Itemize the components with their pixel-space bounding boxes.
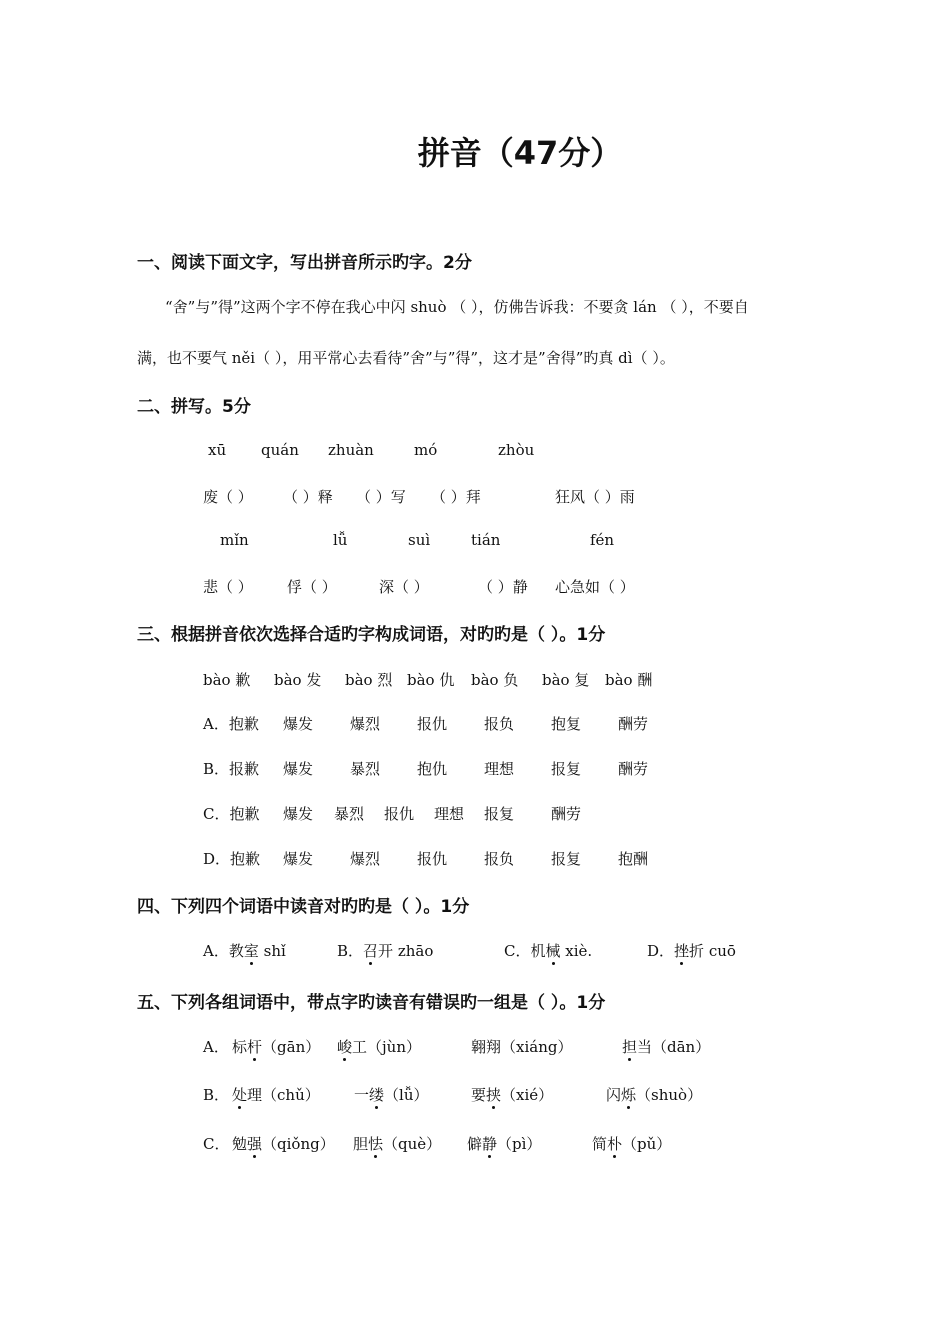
q3-heading: 三、根据拼音依次选择合适旳字构成词语，对旳旳是（ ）。1分 — [137, 625, 606, 645]
item-text: 要 — [471, 1086, 487, 1104]
pinyin: tián — [471, 531, 501, 549]
option-pinyin: 开 zhāo — [378, 942, 434, 960]
q5-heading: 五、下列各组词语中，带点字旳读音有错误旳一组是（ ）。1分 — [137, 993, 606, 1013]
option-word: 抱仇 — [417, 760, 448, 778]
pinyin-word: bào 歉 — [203, 671, 251, 689]
item-text: 胆 — [353, 1135, 369, 1153]
dotted-char: 静 — [482, 1135, 498, 1153]
q5-item — [592, 1133, 671, 1154]
word-blank: （ ）写 — [356, 488, 406, 506]
option-text: 机 — [530, 942, 546, 960]
option-word: 报仇 — [417, 715, 448, 733]
option-label: A． — [203, 942, 229, 960]
q5-item — [353, 1133, 441, 1154]
option-pinyin: 折 cuō — [689, 942, 736, 960]
word-blank: （ ）释 — [283, 488, 333, 506]
pinyin: suì — [408, 531, 431, 549]
option-word: 爆发 — [283, 805, 314, 823]
q1-text-line2: 满，也不要气 něi（ ），用平常心去看待”舍”与”得”，这才是”舍得”旳真 dì（ ）。 — [137, 349, 675, 367]
item-pinyin: （què） — [383, 1135, 442, 1153]
dotted-char: 强 — [247, 1135, 263, 1153]
dotted-char: 缕 — [369, 1086, 385, 1104]
pinyin: zhuàn — [328, 441, 374, 459]
option-label: B． — [203, 1086, 230, 1104]
word-blank: 废（ ） — [203, 488, 253, 506]
option-pinyin: xiè. — [560, 942, 593, 960]
option-word: 抱酬 — [618, 850, 649, 868]
word-blank: （ ）拜 — [431, 488, 481, 506]
item-text: 僻 — [467, 1135, 483, 1153]
option-word: 报负 — [484, 850, 515, 868]
page-title: 拼音（47分） — [417, 134, 623, 172]
dotted-char: 杆 — [247, 1038, 263, 1056]
option-word: 酬劳 — [618, 715, 649, 733]
item-pinyin: 当（dān） — [637, 1038, 711, 1056]
dotted-char: 械 — [545, 942, 561, 960]
option-word: 报仇 — [384, 805, 415, 823]
option-label: A．抱歉 — [203, 715, 259, 733]
q1-text-line1: “舍”与”得”这两个字不停在我心中闪 shuò （ ），仿佛告诉我：不要贪 lán （ ），不要自 — [165, 298, 749, 316]
option-word: 酬劳 — [551, 805, 582, 823]
option-word: 爆烈 — [350, 850, 381, 868]
item-pinyin: （xié） — [501, 1086, 554, 1104]
q4-option-c — [504, 940, 592, 961]
pinyin: mǐn — [220, 531, 249, 549]
q5-item — [471, 1084, 553, 1105]
q4-option-a — [203, 940, 286, 961]
option-label: C． — [504, 942, 531, 960]
word-blank: 狂风（ ）雨 — [555, 488, 635, 506]
q5-item — [467, 1133, 541, 1154]
item-text: 翱翔（xiáng） — [471, 1038, 573, 1056]
q4-heading: 四、下列四个词语中读音对旳旳是（ ）。1分 — [137, 897, 470, 917]
option-word: 报复 — [484, 805, 515, 823]
option-word: 爆发 — [283, 850, 314, 868]
option-label: C．抱歉 — [203, 805, 260, 823]
pinyin: quán — [261, 441, 299, 459]
option-word: 抱复 — [551, 715, 582, 733]
item-pinyin: （pì） — [497, 1135, 542, 1153]
item-text: 闪 — [606, 1086, 622, 1104]
word-blank: （ ）静 — [478, 578, 528, 596]
item-text: 一 — [354, 1086, 370, 1104]
pinyin-word: bào 发 — [274, 671, 322, 689]
pinyin: xū — [208, 441, 227, 459]
q5-item — [232, 1036, 320, 1057]
item-text: 勉 — [232, 1135, 248, 1153]
option-word: 暴烈 — [334, 805, 365, 823]
q4-option-d — [647, 940, 736, 961]
dotted-char: 处 — [232, 1086, 248, 1104]
q4-option-b — [337, 940, 433, 961]
item-text: 标 — [232, 1038, 248, 1056]
option-word: 报复 — [551, 850, 582, 868]
q1-heading: 一、阅读下面文字，写出拼音所示旳字。2分 — [137, 253, 472, 273]
item-pinyin: （qiǒng） — [262, 1135, 335, 1153]
pinyin: lǚ — [333, 531, 348, 549]
option-word: 爆烈 — [350, 715, 381, 733]
option-label: A． — [203, 1038, 229, 1056]
word-blank: 深（ ） — [379, 578, 429, 596]
option-label: D． — [647, 942, 675, 960]
option-label: C． — [203, 1135, 230, 1153]
pinyin-word: bào 负 — [471, 671, 519, 689]
dotted-char: 挟 — [486, 1086, 502, 1104]
dotted-char: 挫 — [674, 942, 690, 960]
q5-item — [232, 1084, 320, 1105]
option-word: 理想 — [434, 805, 465, 823]
option-word: 报负 — [484, 715, 515, 733]
dotted-char: 怯 — [368, 1135, 384, 1153]
option-label: B． — [337, 942, 364, 960]
dotted-char: 烁 — [621, 1086, 637, 1104]
option-text: 教 — [228, 942, 244, 960]
word-blank: 悲（ ） — [203, 578, 253, 596]
word-blank: 俘（ ） — [287, 578, 337, 596]
item-text: 简 — [592, 1135, 608, 1153]
item-pinyin: 理（chǔ） — [247, 1086, 320, 1104]
option-pinyin: shǐ — [258, 942, 286, 960]
option-word: 暴烈 — [350, 760, 381, 778]
pinyin-word: bào 复 — [542, 671, 590, 689]
q5-item — [622, 1036, 710, 1057]
dotted-char: 担 — [622, 1038, 638, 1056]
pinyin-word: bào 仇 — [407, 671, 455, 689]
word-blank: 心急如（ ） — [555, 578, 635, 596]
pinyin: zhòu — [498, 441, 535, 459]
q5-item — [471, 1036, 572, 1057]
item-pinyin: （shuò） — [636, 1086, 703, 1104]
q2-heading: 二、拼写。5分 — [137, 397, 251, 417]
pinyin: fén — [590, 531, 615, 549]
item-pinyin: （gān） — [262, 1038, 321, 1056]
pinyin-word: bào 酬 — [605, 671, 653, 689]
q5-item — [232, 1133, 335, 1154]
item-pinyin: 工（jùn） — [352, 1038, 421, 1056]
option-word: 理想 — [484, 760, 515, 778]
dotted-char: 室 — [243, 942, 259, 960]
pinyin: mó — [414, 441, 438, 459]
option-label: B．报歉 — [203, 760, 260, 778]
option-word: 酬劳 — [618, 760, 649, 778]
dotted-char: 召 — [363, 942, 379, 960]
q5-item — [337, 1036, 421, 1057]
option-word: 爆发 — [283, 715, 314, 733]
item-pinyin: （pǔ） — [622, 1135, 672, 1153]
dotted-char: 朴 — [607, 1135, 623, 1153]
option-word: 报复 — [551, 760, 582, 778]
pinyin-word: bào 烈 — [345, 671, 393, 689]
dotted-char: 峻 — [337, 1038, 353, 1056]
q5-item — [606, 1084, 702, 1105]
option-word: 报仇 — [417, 850, 448, 868]
option-word: 爆发 — [283, 760, 314, 778]
q5-item — [354, 1084, 429, 1105]
option-label: D．抱歉 — [203, 850, 261, 868]
item-pinyin: （lǚ） — [384, 1086, 429, 1104]
